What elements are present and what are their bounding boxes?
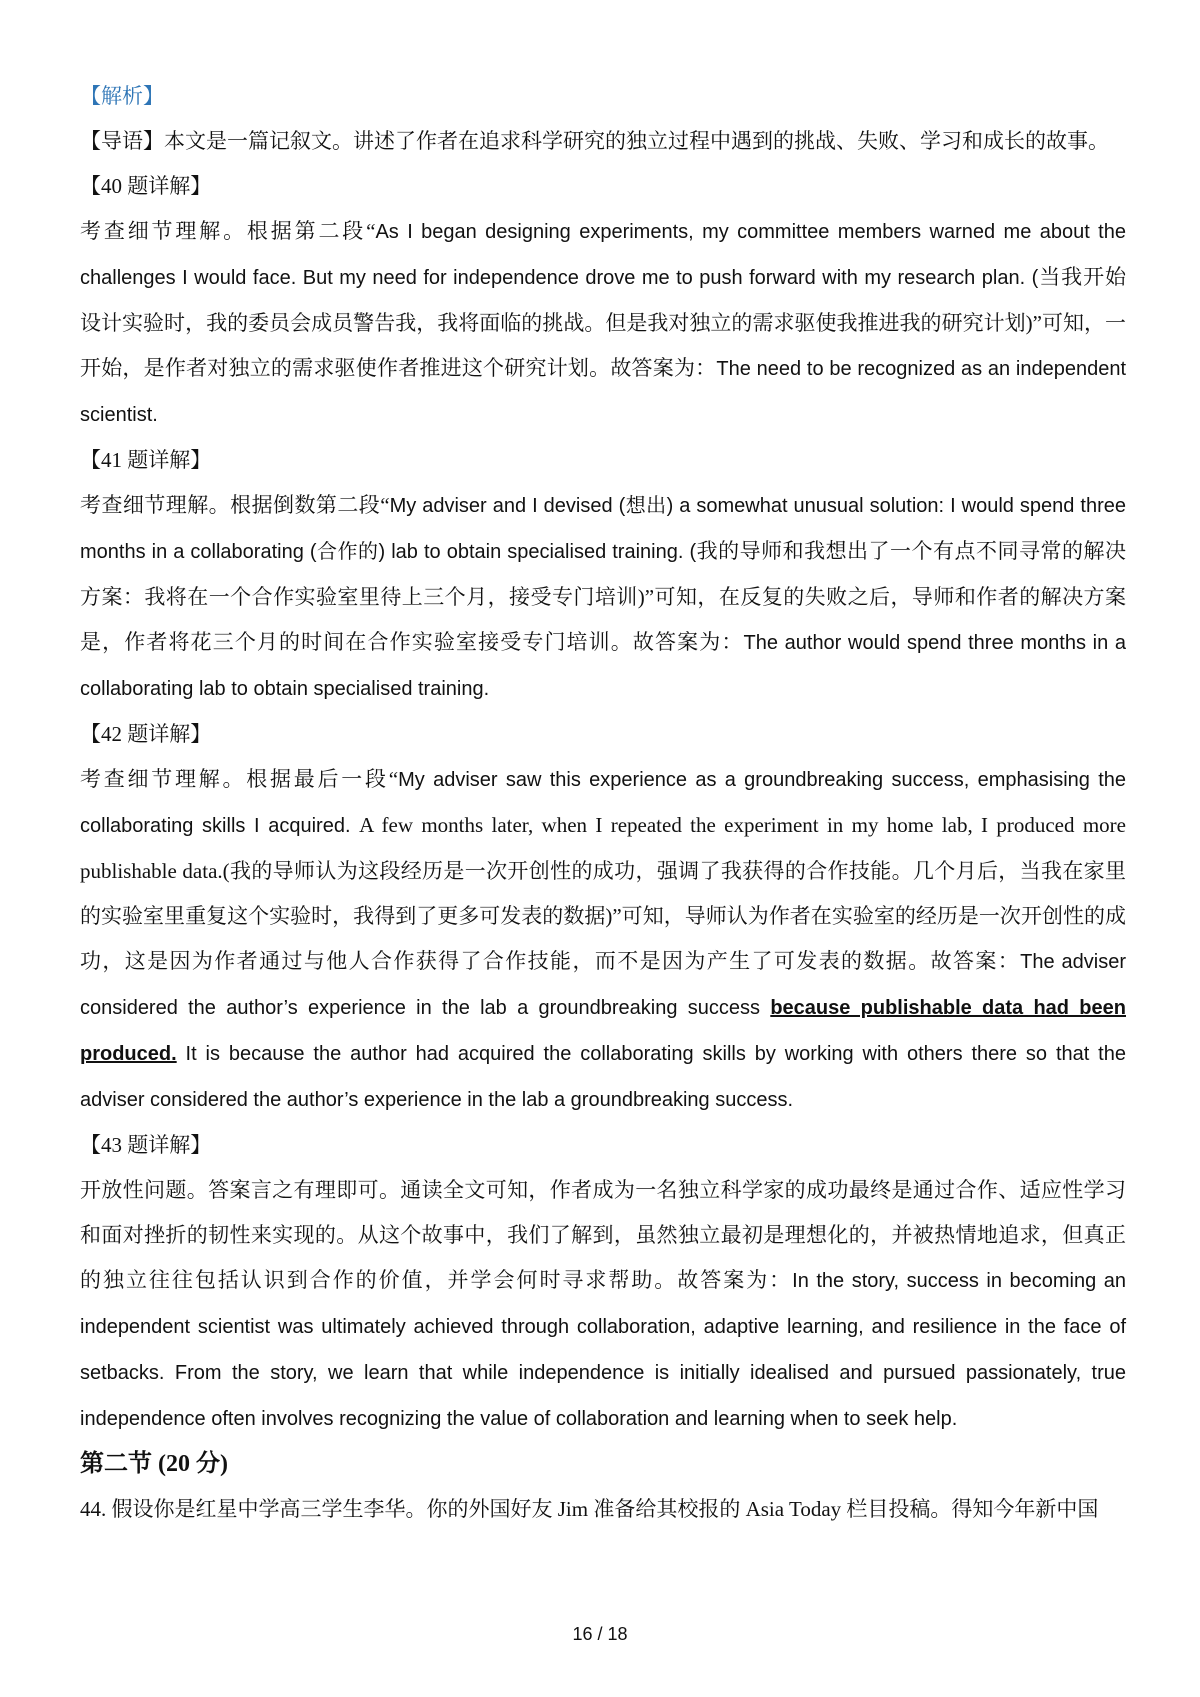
text-segment: 第二节 (20 分) <box>80 1451 228 1477</box>
text-segment: 【40 题详解】 <box>80 174 212 198</box>
text-segment: 栏目投稿。得知今年新中国 <box>841 1497 1099 1521</box>
text-segment: 考查细节理解。根据最后一段“ <box>80 767 399 791</box>
text-segment: As I began designing experiments, my committee members warned me about the challenges I would face. But my need for independence drove me to push forward with my research plan. ( <box>80 221 1126 289</box>
analysis-heading <box>80 74 1126 119</box>
q41-body <box>80 483 1126 712</box>
text-segment: In the story, success in becoming an independent scientist was ultimately achieved through collaboration, adaptive learning, and resilience in the face of setbacks. From the story, we learn that while independence is initially idealised and pursued passionately, true independence often involves recognizing the value of collaboration and learning when to seek help. <box>80 1270 1127 1430</box>
intro-paragraph <box>80 119 1126 164</box>
q42-body <box>80 757 1126 1123</box>
text-segment: 我的导师和我想出了一个有点不同寻常的解决方案：我将在一个合作实验室里待上三个月，接受专门培训)”可知，在反复的失败之后，导师和作者的解决方案是，作者将花三个月的时间在合作实验室接受专门培训。故答案为： <box>80 539 1126 654</box>
text-segment: A few months later, when I repeated the experiment in my home lab, I produced more publishable data.( <box>80 813 1126 883</box>
text-segment: because publishable data had been produced. <box>80 997 1126 1065</box>
text-segment: 【43 题详解】 <box>80 1133 212 1157</box>
q40-body <box>80 209 1126 438</box>
text-segment: It is because the author had acquired the collaborating skills by working with others there so that the adviser considered the author’s experience in the lab a groundbreaking success. <box>80 1043 1126 1111</box>
text-segment: 开放性问题。答案言之有理即可。通读全文可知，作者成为一名独立科学家的成功最终是通过合作、适应性学习和面对挫折的韧性来实现的。从这个故事中，我们了解到，虽然独立最初是理想化的，并被热情地追求，但真正的独立往往包括认识到合作的价值，并学会何时寻求帮助。故答案为： <box>80 1178 1126 1292</box>
text-segment: The need to be recognized as an independent scientist. <box>80 358 1126 426</box>
q43-heading <box>80 1123 1126 1168</box>
page-number: 16 / 18 <box>572 1624 628 1644</box>
text-segment: 当我开始设计实验时，我的委员会成员警告我，我将面临的挑战。但是我对独立的需求驱使我推进我的研究计划)”可知，一开始，是作者对独立的需求驱使作者推进这个研究计划。故答案为： <box>80 265 1127 380</box>
text-segment: 考查细节理解。根据倒数第二段“ <box>80 493 390 517</box>
text-segment: My adviser saw this experience as a groundbreaking success, emphasising the collaborating skills I acquired. <box>80 769 1126 837</box>
text-segment: 【42 题详解】 <box>80 722 212 746</box>
text-segment: 我的导师认为这段经历是一次开创性的成功，强调了我获得的合作技能。几个月后，当我在家里的实验室里重复这个实验时，我得到了更多可发表的数据)”可知，导师认为作者在实验室的经历是一次开创性的成功，这是因为作者通过与他人合作获得了合作技能，而不是因为产生了可发表的数据。故答案： <box>80 859 1126 973</box>
document-content <box>80 74 1126 1532</box>
q44-body <box>80 1487 1126 1532</box>
text-segment: Asia Today <box>745 1497 842 1521</box>
text-segment: 【导语】本文是一篇记叙文。讲述了作者在追求科学研究的独立过程中遇到的挑战、失败、学习和成长的故事。 <box>80 129 1109 153</box>
page-footer <box>0 1624 1200 1645</box>
text-segment: 【41 题详解】 <box>80 448 212 472</box>
q40-heading <box>80 164 1126 209</box>
text-segment: The adviser considered the author’s experience in the lab a groundbreaking success <box>80 951 1127 1019</box>
text-segment: Jim <box>557 1497 589 1521</box>
text-segment: 【解析】 <box>80 84 164 108</box>
q42-heading <box>80 712 1126 757</box>
text-segment: 44. 假设你是红星中学高三学生李华。你的外国好友 <box>80 1497 558 1521</box>
text-segment: My adviser and I devised (想出) a somewhat unusual solution: I would spend three months in a collaborating (合作的) lab to obtain specialised training. ( <box>80 495 1126 563</box>
text-segment: 准备给其校报的 <box>588 1497 746 1521</box>
q41-heading <box>80 438 1126 483</box>
section-2-title <box>80 1442 1126 1487</box>
text-segment: The author would spend three months in a collaborating lab to obtain specialised training. <box>80 632 1126 700</box>
text-segment: 考查细节理解。根据第二段“ <box>80 219 376 243</box>
q43-body <box>80 1168 1126 1442</box>
